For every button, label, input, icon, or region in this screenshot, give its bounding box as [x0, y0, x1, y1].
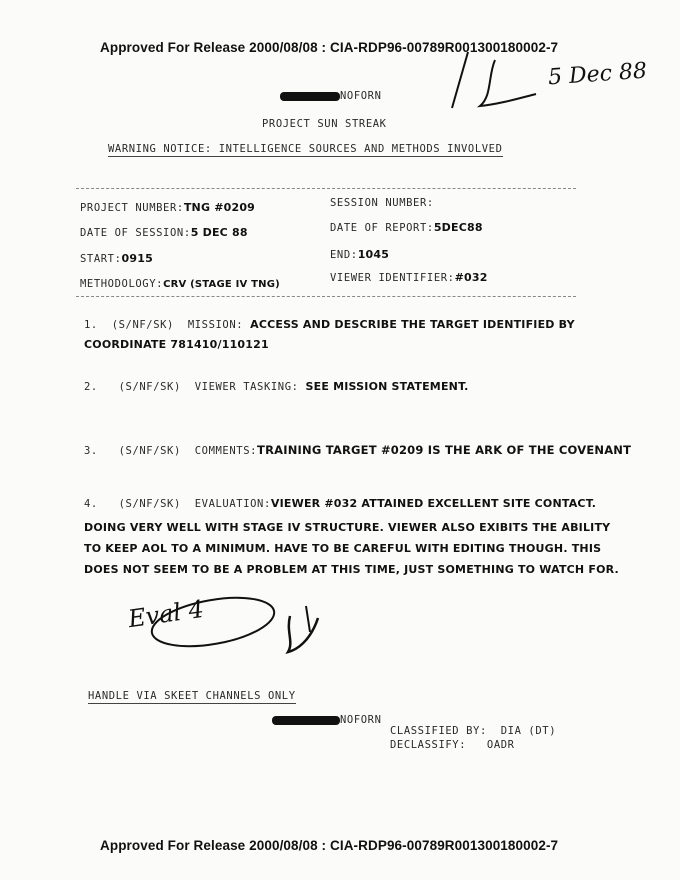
divider — [76, 296, 576, 297]
classification-authority: CLASSIFIED BY: DIA (DT) DECLASSIFY: OADR — [390, 725, 557, 751]
session-number-field: SESSION NUMBER: — [330, 197, 434, 209]
divider — [76, 188, 576, 189]
eval-circle-and-initials — [118, 588, 338, 668]
eval-note: Eval 4 — [126, 594, 206, 634]
release-header: Approved For Release 2000/08/08 : CIA-RDP96-00789R001300180002-7 — [100, 40, 559, 55]
evaluation-line-2: DOING VERY WELL WITH STAGE IV STRUCTURE. VIEWER ALSO EXIBITS THE ABILITY — [84, 521, 611, 534]
mission-coordinate: COORDINATE 781410/110121 — [84, 338, 269, 351]
mission-item: 1. (S/NF/SK) MISSION: ACCESS AND DESCRIBE THE TARGET IDENTIFIED BY — [84, 318, 575, 331]
evaluation-line-4: DOES NOT SEEM TO BE A PROBLEM AT THIS TIME, JUST SOMETHING TO WATCH FOR. — [84, 563, 619, 576]
classification-bottom: NOFORN — [272, 714, 382, 726]
redaction-bar — [272, 716, 340, 725]
warning-notice: WARNING NOTICE: INTELLIGENCE SOURCES AND METHODS INVOLVED — [108, 143, 503, 155]
redaction-bar — [280, 92, 340, 101]
date-of-report-field: DATE OF REPORT:5DEC88 — [330, 221, 483, 234]
handwritten-date: 5 Dec 88 — [547, 58, 648, 91]
methodology-field: METHODOLOGY:CRV (STAGE IV TNG) — [80, 278, 280, 290]
classification-top: NOFORN — [280, 90, 382, 102]
project-number-field: PROJECT NUMBER:TNG #0209 — [80, 201, 256, 214]
evaluation-item: 4. (S/NF/SK) EVALUATION:VIEWER #032 ATTAINED EXCELLENT SITE CONTACT. — [84, 497, 597, 510]
comments-item: 3. (S/NF/SK) COMMENTS:TRAINING TARGET #0209 IS THE ARK OF THE COVENANT — [84, 443, 632, 457]
start-field: START:0915 — [80, 252, 153, 265]
end-field: END:1045 — [330, 248, 390, 261]
date-of-session-field: DATE OF SESSION:5 DEC 88 — [80, 226, 248, 239]
project-title: PROJECT SUN STREAK — [262, 118, 387, 130]
tasking-item: 2. (S/NF/SK) VIEWER TASKING: SEE MISSION STATEMENT. — [84, 380, 469, 393]
viewer-identifier-field: VIEWER IDENTIFIER:#032 — [330, 271, 488, 284]
evaluation-line-3: TO KEEP AOL TO A MINIMUM. HAVE TO BE CAREFUL WITH EDITING THOUGH. THIS — [84, 542, 602, 555]
handling-caveat: HANDLE VIA SKEET CHANNELS ONLY — [88, 690, 296, 702]
release-footer: Approved For Release 2000/08/08 : CIA-RDP96-00789R001300180002-7 — [100, 838, 559, 853]
